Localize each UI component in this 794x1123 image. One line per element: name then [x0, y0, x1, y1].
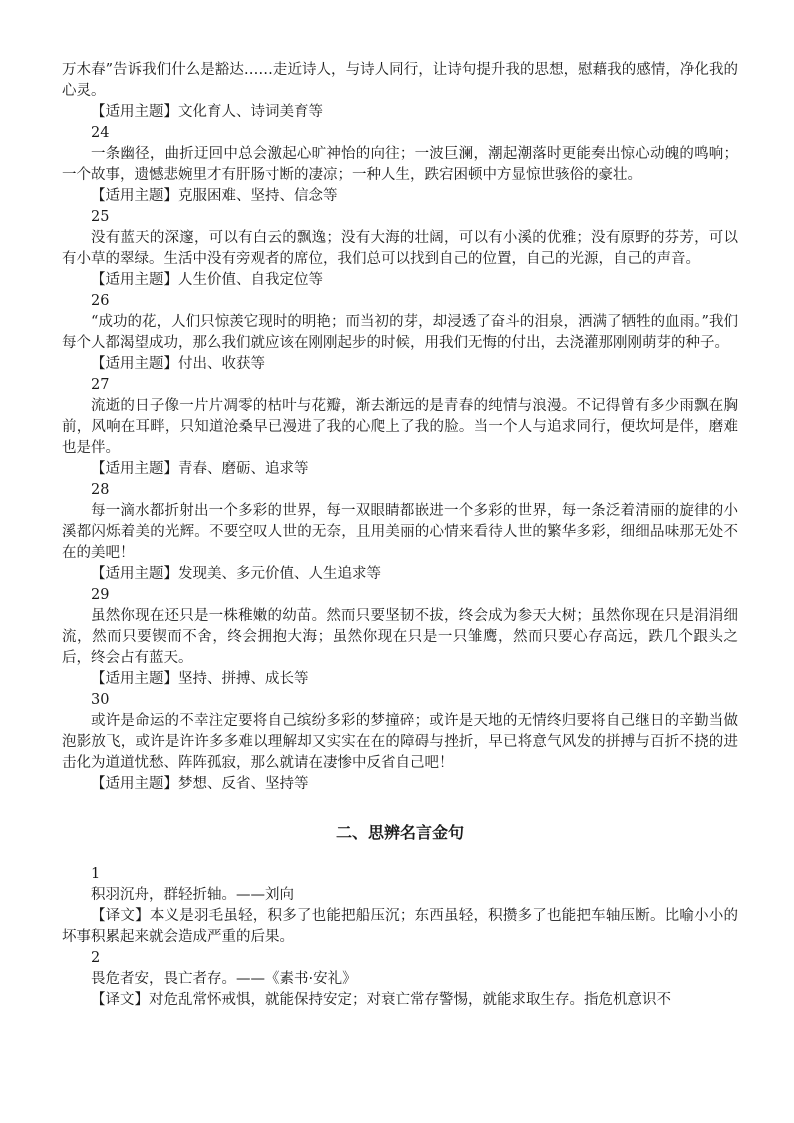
entry-number: 24: [91, 125, 110, 141]
paragraph-25: 没有蓝天的深邃，可以有白云的飘逸；没有大海的壮阔，可以有小溪的优雅；没有原野的芬芳，可以有小草的翠绿。生活中没有旁观者的席位，我们总可以找到自己的位置，自己的光源，自己的声音。: [62, 230, 738, 267]
entry-number: 1: [91, 866, 101, 882]
section-heading: 二、思辨名言金句: [335, 823, 464, 842]
paragraph-29: 虽然你现在还只是一株稚嫩的幼苗。然而只要坚韧不拔，终会成为参天大树；虽然你现在只是涓涓细流，然而只要锲而不舍，终会拥抱大海；虽然你现在只是一只雏鹰，然而只要心存高远，跌几个跟头之后，终会占有蓝天。: [62, 608, 738, 666]
paragraph-intro: 万木春”告诉我们什么是豁达……走近诗人，与诗人同行，让诗句提升我的思想，慰藉我的感情，净化我的心灵。: [62, 62, 738, 99]
topic-label: 【适用主题】梦想、反省、坚持等: [91, 776, 309, 792]
quote-line: 畏危者安，畏亡者存。——《素书·安礼》: [91, 971, 357, 987]
topic-label: 【适用主题】坚持、拼搏、成长等: [91, 671, 309, 687]
paragraph-28: 每一滴水都折射出一个多彩的世界，每一双眼睛都嵌进一个多彩的世界，每一条泛着清丽的旋律的小溪都闪烁着美的光辉。不要空叹人世的无奈，且用美丽的心情来看待人世的繁华多彩，细细品味那无处不在的美吧！: [62, 503, 738, 561]
quote-line: 积羽沉舟，群轻折轴。——刘向: [91, 887, 294, 903]
entry-number: 29: [91, 587, 110, 603]
entry-number: 27: [91, 377, 110, 393]
document-page: [62, 60, 738, 1011]
topic-label: 【适用主题】克服困难、坚持、信念等: [91, 188, 338, 204]
topic-label: 【适用主题】青春、磨砺、追求等: [91, 461, 309, 477]
topic-label: 【适用主题】文化育人、诗词美育等: [91, 104, 323, 120]
entry-number: 28: [91, 482, 110, 498]
paragraph-24: 一条幽径，曲折迂回中总会激起心旷神怡的向往；一波巨澜，潮起潮落时更能奏出惊心动魄的鸣响；一个故事，遗憾悲婉里才有肝肠寸断的凄凉；一种人生，跌宕困顿中方显惊世骇俗的豪壮。: [62, 146, 738, 183]
entry-number: 2: [91, 950, 101, 966]
entry-number: 26: [91, 293, 110, 309]
topic-label: 【适用主题】人生价值、自我定位等: [91, 272, 323, 288]
paragraph-27: 流逝的日子像一片片凋零的枯叶与花瓣，渐去渐远的是青春的纯情与浪漫。不记得曾有多少雨飘在胸前，风响在耳畔，只知道沧桑早已漫进了我的心爬上了我的脸。当一个人与追求同行，便坎坷是伴，磨难也是伴。: [62, 398, 738, 456]
translation-paragraph: 【译文】本义是羽毛虽轻，积多了也能把船压沉；东西虽轻，积攒多了也能把车轴压断。比喻小小的坏事积累起来就会造成严重的后果。: [62, 908, 738, 945]
entry-number: 30: [91, 692, 110, 708]
entry-number: 25: [91, 209, 110, 225]
topic-label: 【适用主题】发现美、多元价值、人生追求等: [91, 566, 381, 582]
translation-paragraph: 【译文】对危乱常怀戒惧，就能保持安定；对衰亡常存警惕，就能求取生存。指危机意识不: [91, 992, 671, 1008]
paragraph-26: “成功的花，人们只惊羡它现时的明艳；而当初的芽，却浸透了奋斗的泪泉，洒满了牺牲的血雨。”我们每个人都渴望成功，那么我们就应该在刚刚起步的时候，用我们无悔的付出，去浇灌那刚刚萌芽的种子。: [62, 314, 738, 351]
paragraph-30: 或许是命运的不幸注定要将自己缤纷多彩的梦撞碎；或许是天地的无情终归要将自己继日的辛勤当做泡影放飞，或许是许许多多难以理解却又实实在在的障碍与挫折，早已将意气风发的拼搏与百折不挠的进击化为道道忧愁、阵阵孤寂，那么就请在凄惨中反省自己吧！: [62, 713, 738, 771]
topic-label: 【适用主题】付出、收获等: [91, 356, 265, 372]
